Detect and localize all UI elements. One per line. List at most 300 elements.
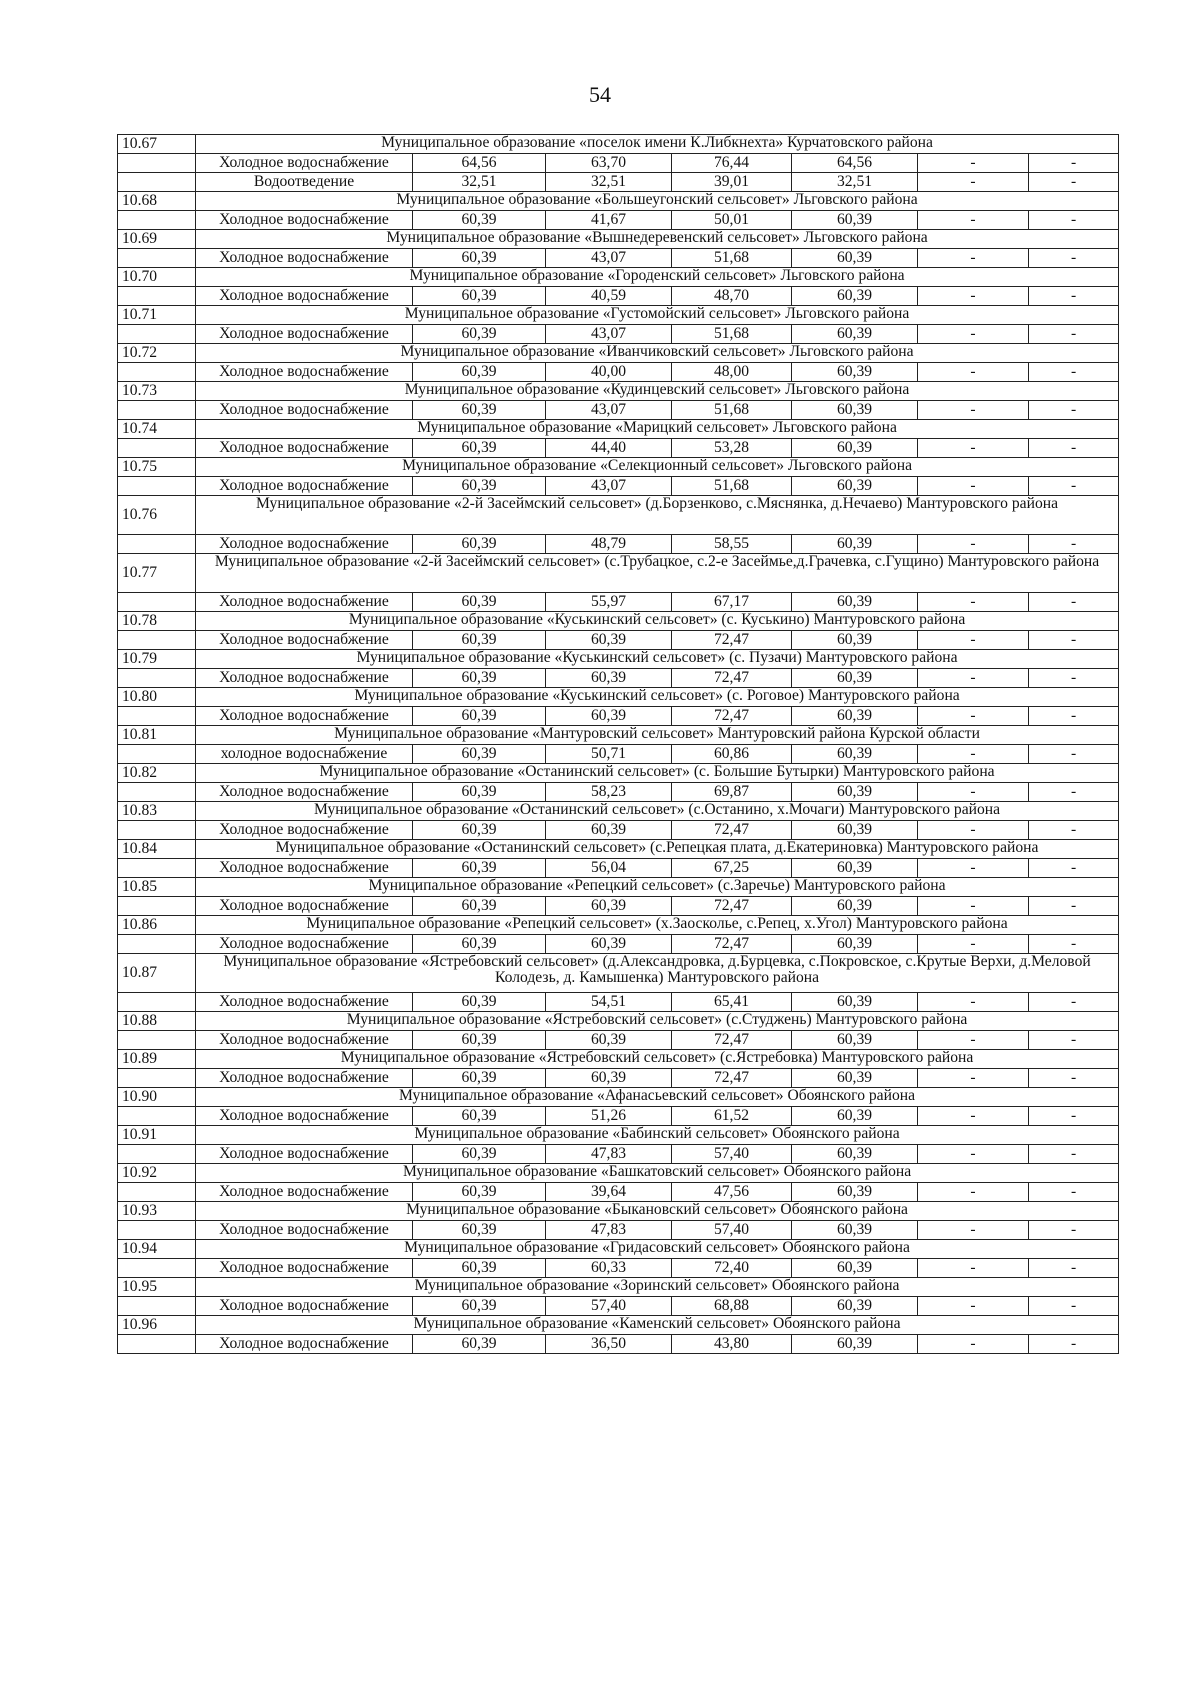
tariff-value: 60,39 (413, 249, 546, 268)
empty-cell (118, 1069, 196, 1088)
service-name: Холодное водоснабжение (196, 1069, 413, 1088)
tariff-row (118, 211, 1119, 230)
tariff-value: - (918, 1145, 1029, 1164)
tariff-value: - (1029, 935, 1119, 954)
service-name: Холодное водоснабжение (196, 1183, 413, 1202)
service-name: Холодное водоснабжение (196, 993, 413, 1012)
section-title: Муниципальное образование «2-й Засеймский сельсовет» (с.Трубацкое, с.2-е Засеймье,д.Грачевка, с.Гущино) Мантуровского района (196, 554, 1119, 593)
tariff-value: 60,39 (413, 287, 546, 306)
tariff-value: 54,51 (546, 993, 672, 1012)
section-number: 10.90 (118, 1088, 196, 1107)
tariff-value: 60,39 (546, 707, 672, 726)
tariff-value: - (918, 325, 1029, 344)
tariff-row (118, 439, 1119, 458)
section-header-row (118, 954, 1119, 993)
tariff-value: 60,39 (413, 669, 546, 688)
section-title: Муниципальное образование «Куськинский сельсовет» (с. Роговое) Мантуровского района (196, 688, 1119, 707)
service-name: Холодное водоснабжение (196, 287, 413, 306)
tariff-value: 63,70 (546, 154, 672, 173)
tariff-value: 57,40 (672, 1145, 792, 1164)
section-number: 10.85 (118, 878, 196, 897)
section-number: 10.79 (118, 650, 196, 669)
tariff-value: - (918, 745, 1029, 764)
tariff-value: 60,39 (792, 1031, 918, 1050)
section-title: Муниципальное образование «Иванчиковский сельсовет» Льговского района (196, 344, 1119, 363)
section-title: Муниципальное образование «Селекционный сельсовет» Льговского района (196, 458, 1119, 477)
empty-cell (118, 287, 196, 306)
tariff-value: - (1029, 1259, 1119, 1278)
service-name: Холодное водоснабжение (196, 631, 413, 650)
tariff-value: 60,39 (413, 745, 546, 764)
tariff-row (118, 1335, 1119, 1354)
tariff-value: - (918, 631, 1029, 650)
section-header-row (118, 344, 1119, 363)
tariff-value: 43,07 (546, 249, 672, 268)
tariff-value: - (1029, 1335, 1119, 1354)
tariff-value: - (918, 1031, 1029, 1050)
section-title: Муниципальное образование «Репецкий сельсовет» (х.Заосколье, с.Репец, х.Угол) Мантуровского района (196, 916, 1119, 935)
section-number: 10.82 (118, 764, 196, 783)
service-name: Холодное водоснабжение (196, 249, 413, 268)
tariff-value: - (918, 439, 1029, 458)
tariff-value: 60,39 (413, 821, 546, 840)
section-number: 10.83 (118, 802, 196, 821)
section-number: 10.84 (118, 840, 196, 859)
section-number: 10.77 (118, 554, 196, 593)
section-number: 10.93 (118, 1202, 196, 1221)
section-header-row (118, 1126, 1119, 1145)
section-number: 10.94 (118, 1240, 196, 1259)
tariff-value: - (918, 993, 1029, 1012)
section-header-row (118, 1050, 1119, 1069)
section-title: Муниципальное образование «Останинский сельсовет» (с. Большие Бутырки) Мантуровского района (196, 764, 1119, 783)
tariff-value: 68,88 (672, 1297, 792, 1316)
section-number: 10.89 (118, 1050, 196, 1069)
section-title: Муниципальное образование «Зоринский сельсовет» Обоянского района (196, 1278, 1119, 1297)
section-number: 10.72 (118, 344, 196, 363)
tariff-value: 58,55 (672, 535, 792, 554)
tariff-value: 60,39 (792, 363, 918, 382)
empty-cell (118, 669, 196, 688)
tariff-value: 72,47 (672, 897, 792, 916)
tariff-value: 60,39 (546, 821, 672, 840)
tariff-value: 72,47 (672, 669, 792, 688)
tariff-table (117, 134, 1119, 1354)
section-header-row (118, 306, 1119, 325)
service-name: Холодное водоснабжение (196, 477, 413, 496)
section-header-row (118, 496, 1119, 535)
section-title: Муниципальное образование «Вышнедеревенский сельсовет» Льговского района (196, 230, 1119, 249)
tariff-value: 72,47 (672, 821, 792, 840)
service-name: Холодное водоснабжение (196, 1221, 413, 1240)
tariff-value: 60,39 (792, 783, 918, 802)
tariff-value: 55,97 (546, 593, 672, 612)
tariff-value: 51,26 (546, 1107, 672, 1126)
section-header-row (118, 135, 1119, 154)
service-name: Холодное водоснабжение (196, 821, 413, 840)
tariff-value: - (1029, 211, 1119, 230)
section-title: Муниципальное образование «Бабинский сельсовет» Обоянского района (196, 1126, 1119, 1145)
empty-cell (118, 439, 196, 458)
tariff-value: 72,47 (672, 1069, 792, 1088)
tariff-row (118, 669, 1119, 688)
tariff-value: 58,23 (546, 783, 672, 802)
tariff-value: 60,39 (792, 211, 918, 230)
tariff-value: - (1029, 707, 1119, 726)
empty-cell (118, 859, 196, 878)
section-header-row (118, 382, 1119, 401)
tariff-value: 60,39 (413, 707, 546, 726)
tariff-value: 60,39 (413, 1297, 546, 1316)
tariff-value: 72,47 (672, 935, 792, 954)
tariff-value: - (1029, 325, 1119, 344)
tariff-value: 39,01 (672, 173, 792, 192)
empty-cell (118, 173, 196, 192)
section-number: 10.76 (118, 496, 196, 535)
tariff-value: - (918, 1107, 1029, 1126)
tariff-value: - (1029, 631, 1119, 650)
tariff-value: - (918, 363, 1029, 382)
section-number: 10.81 (118, 726, 196, 745)
section-header-row (118, 1088, 1119, 1107)
tariff-row (118, 993, 1119, 1012)
section-number: 10.69 (118, 230, 196, 249)
tariff-value: 64,56 (413, 154, 546, 173)
tariff-value: - (918, 1069, 1029, 1088)
tariff-value: 60,39 (792, 1107, 918, 1126)
tariff-value: 60,39 (792, 1069, 918, 1088)
tariff-value: - (1029, 249, 1119, 268)
tariff-value: 44,40 (546, 439, 672, 458)
service-name: Холодное водоснабжение (196, 439, 413, 458)
empty-cell (118, 1183, 196, 1202)
tariff-value: 60,39 (413, 1259, 546, 1278)
section-title: Муниципальное образование «Афанасьевский сельсовет» Обоянского района (196, 1088, 1119, 1107)
tariff-value: 60,39 (792, 935, 918, 954)
section-header-row (118, 688, 1119, 707)
tariff-value: - (918, 859, 1029, 878)
tariff-value: - (918, 401, 1029, 420)
service-name: Холодное водоснабжение (196, 859, 413, 878)
tariff-value: 60,39 (792, 707, 918, 726)
tariff-value: 60,39 (792, 535, 918, 554)
section-header-row (118, 916, 1119, 935)
tariff-value: 60,39 (792, 1297, 918, 1316)
tariff-row (118, 783, 1119, 802)
tariff-value: 60,39 (413, 1145, 546, 1164)
tariff-value: 61,52 (672, 1107, 792, 1126)
tariff-value: 50,01 (672, 211, 792, 230)
tariff-value: 60,39 (413, 1221, 546, 1240)
tariff-value: - (918, 1335, 1029, 1354)
tariff-row (118, 325, 1119, 344)
tariff-value: 51,68 (672, 477, 792, 496)
section-title: Муниципальное образование «Башкатовский сельсовет» Обоянского района (196, 1164, 1119, 1183)
section-header-row (118, 192, 1119, 211)
service-name: Холодное водоснабжение (196, 1335, 413, 1354)
tariff-value: 60,39 (413, 439, 546, 458)
tariff-value: 40,59 (546, 287, 672, 306)
tariff-value: 56,04 (546, 859, 672, 878)
empty-cell (118, 249, 196, 268)
section-number: 10.74 (118, 420, 196, 439)
tariff-value: 60,39 (792, 631, 918, 650)
tariff-value: 60,39 (792, 593, 918, 612)
tariff-value: 43,07 (546, 477, 672, 496)
tariff-value: 72,40 (672, 1259, 792, 1278)
tariff-value: 65,41 (672, 993, 792, 1012)
section-header-row (118, 802, 1119, 821)
section-header-row (118, 1202, 1119, 1221)
tariff-value: 32,51 (413, 173, 546, 192)
tariff-value: 60,39 (792, 897, 918, 916)
tariff-value: - (918, 1297, 1029, 1316)
tariff-row (118, 1145, 1119, 1164)
tariff-value: 36,50 (546, 1335, 672, 1354)
section-header-row (118, 1164, 1119, 1183)
tariff-value: 69,87 (672, 783, 792, 802)
tariff-value: 60,39 (546, 935, 672, 954)
section-header-row (118, 268, 1119, 287)
tariff-row (118, 249, 1119, 268)
tariff-value: - (1029, 593, 1119, 612)
empty-cell (118, 707, 196, 726)
tariff-value: 60,39 (792, 325, 918, 344)
empty-cell (118, 1297, 196, 1316)
tariff-value: - (1029, 173, 1119, 192)
tariff-value: 32,51 (792, 173, 918, 192)
section-number: 10.96 (118, 1316, 196, 1335)
tariff-row (118, 859, 1119, 878)
tariff-value: 39,64 (546, 1183, 672, 1202)
section-number: 10.70 (118, 268, 196, 287)
tariff-row (118, 1183, 1119, 1202)
tariff-value: - (1029, 287, 1119, 306)
tariff-value: - (1029, 363, 1119, 382)
tariff-value: 60,39 (792, 439, 918, 458)
section-header-row (118, 1278, 1119, 1297)
section-header-row (118, 1316, 1119, 1335)
empty-cell (118, 593, 196, 612)
service-name: холодное водоснабжение (196, 745, 413, 764)
tariff-value: 48,70 (672, 287, 792, 306)
tariff-row (118, 287, 1119, 306)
tariff-value: - (918, 1259, 1029, 1278)
tariff-value: - (1029, 401, 1119, 420)
tariff-value: 60,39 (546, 1031, 672, 1050)
section-title: Муниципальное образование «Городенский сельсовет» Льговского района (196, 268, 1119, 287)
service-name: Холодное водоснабжение (196, 935, 413, 954)
tariff-value: - (1029, 439, 1119, 458)
tariff-value: 60,33 (546, 1259, 672, 1278)
tariff-value: - (918, 897, 1029, 916)
tariff-value: 53,28 (672, 439, 792, 458)
tariff-value: 51,68 (672, 249, 792, 268)
tariff-value: 60,39 (413, 859, 546, 878)
section-header-row (118, 420, 1119, 439)
tariff-value: 60,39 (792, 287, 918, 306)
section-number: 10.92 (118, 1164, 196, 1183)
tariff-row (118, 935, 1119, 954)
tariff-value: - (918, 154, 1029, 173)
section-header-row (118, 1012, 1119, 1031)
tariff-value: - (1029, 1107, 1119, 1126)
tariff-value: - (1029, 993, 1119, 1012)
tariff-value: 60,39 (792, 669, 918, 688)
empty-cell (118, 745, 196, 764)
tariff-row (118, 1259, 1119, 1278)
section-title: Муниципальное образование «поселок имени К.Либкнехта» Курчатовского района (196, 135, 1119, 154)
empty-cell (118, 1259, 196, 1278)
tariff-row (118, 1069, 1119, 1088)
tariff-value: 60,39 (792, 1259, 918, 1278)
empty-cell (118, 401, 196, 420)
tariff-value: 72,47 (672, 1031, 792, 1050)
empty-cell (118, 477, 196, 496)
empty-cell (118, 821, 196, 840)
tariff-value: 60,39 (413, 1031, 546, 1050)
tariff-value: - (918, 821, 1029, 840)
section-title: Муниципальное образование «Ястребовский сельсовет» (с.Ястребовка) Мантуровского района (196, 1050, 1119, 1069)
tariff-value: - (918, 173, 1029, 192)
section-header-row (118, 612, 1119, 631)
section-number: 10.71 (118, 306, 196, 325)
tariff-value: - (1029, 1297, 1119, 1316)
service-name: Холодное водоснабжение (196, 783, 413, 802)
section-number: 10.86 (118, 916, 196, 935)
empty-cell (118, 1031, 196, 1050)
tariff-value: 67,25 (672, 859, 792, 878)
tariff-value: 60,39 (546, 1069, 672, 1088)
section-number: 10.95 (118, 1278, 196, 1297)
tariff-value: 41,67 (546, 211, 672, 230)
empty-cell (118, 325, 196, 344)
tariff-value: 32,51 (546, 173, 672, 192)
section-header-row (118, 840, 1119, 859)
tariff-value: 60,39 (792, 477, 918, 496)
tariff-value: 60,39 (546, 897, 672, 916)
section-header-row (118, 230, 1119, 249)
section-header-row (118, 650, 1119, 669)
tariff-value: - (918, 535, 1029, 554)
section-title: Муниципальное образование «Быкановский сельсовет» Обоянского района (196, 1202, 1119, 1221)
empty-cell (118, 535, 196, 554)
service-name: Холодное водоснабжение (196, 707, 413, 726)
tariff-value: - (1029, 535, 1119, 554)
tariff-value: 50,71 (546, 745, 672, 764)
tariff-row (118, 363, 1119, 382)
empty-cell (118, 1107, 196, 1126)
service-name: Холодное водоснабжение (196, 1145, 413, 1164)
tariff-value: 48,00 (672, 363, 792, 382)
tariff-value: 60,39 (413, 401, 546, 420)
empty-cell (118, 1221, 196, 1240)
tariff-value: 60,39 (413, 535, 546, 554)
tariff-value: 60,39 (792, 993, 918, 1012)
section-title: Муниципальное образование «Гридасовский сельсовет» Обоянского района (196, 1240, 1119, 1259)
empty-cell (118, 935, 196, 954)
section-number: 10.75 (118, 458, 196, 477)
service-name: Холодное водоснабжение (196, 897, 413, 916)
tariff-value: 72,47 (672, 707, 792, 726)
section-title: Муниципальное образование «Мантуровский сельсовет» Мантуровский района Курской области (196, 726, 1119, 745)
tariff-value: 60,39 (792, 821, 918, 840)
tariff-value: 60,39 (413, 631, 546, 650)
tariff-value: 60,39 (413, 1183, 546, 1202)
page-number: 54 (589, 82, 611, 107)
tariff-value: - (918, 287, 1029, 306)
tariff-value: 67,17 (672, 593, 792, 612)
tariff-row (118, 1107, 1119, 1126)
tariff-row (118, 1221, 1119, 1240)
tariff-value: 60,39 (413, 1069, 546, 1088)
tariff-value: - (918, 783, 1029, 802)
section-header-row (118, 1240, 1119, 1259)
tariff-row (118, 477, 1119, 496)
section-number: 10.80 (118, 688, 196, 707)
tariff-row (118, 1031, 1119, 1050)
service-name: Холодное водоснабжение (196, 1297, 413, 1316)
section-header-row (118, 764, 1119, 783)
tariff-value: - (918, 211, 1029, 230)
empty-cell (118, 1145, 196, 1164)
tariff-value: - (1029, 1221, 1119, 1240)
tariff-value: 60,39 (792, 1145, 918, 1164)
service-name: Холодное водоснабжение (196, 1031, 413, 1050)
section-number: 10.73 (118, 382, 196, 401)
tariff-value: 47,83 (546, 1145, 672, 1164)
empty-cell (118, 154, 196, 173)
tariff-row (118, 745, 1119, 764)
tariff-value: - (1029, 1145, 1119, 1164)
section-title: Муниципальное образование «Останинский сельсовет» (с.Репецкая плата, д.Екатериновка) Мантуровского района (196, 840, 1119, 859)
tariff-value: - (1029, 669, 1119, 688)
empty-cell (118, 783, 196, 802)
tariff-value: 60,39 (792, 1221, 918, 1240)
tariff-value: 60,39 (413, 993, 546, 1012)
tariff-value: 51,68 (672, 401, 792, 420)
tariff-value: - (1029, 1183, 1119, 1202)
tariff-value: 47,56 (672, 1183, 792, 1202)
tariff-value: 51,68 (672, 325, 792, 344)
section-number: 10.88 (118, 1012, 196, 1031)
tariff-row (118, 535, 1119, 554)
tariff-value: 60,39 (792, 249, 918, 268)
section-header-row (118, 458, 1119, 477)
tariff-row (118, 631, 1119, 650)
section-title: Муниципальное образование «Кудинцевский сельсовет» Льговского района (196, 382, 1119, 401)
tariff-value: - (918, 707, 1029, 726)
section-number: 10.68 (118, 192, 196, 211)
tariff-value: - (1029, 783, 1119, 802)
tariff-value: 43,80 (672, 1335, 792, 1354)
service-name: Холодное водоснабжение (196, 593, 413, 612)
tariff-value: 60,39 (413, 477, 546, 496)
section-title: Муниципальное образование «Большеугонский сельсовет» Льговского района (196, 192, 1119, 211)
tariff-value: - (1029, 745, 1119, 764)
tariff-value: 48,79 (546, 535, 672, 554)
tariff-value: - (918, 1221, 1029, 1240)
tariff-value: - (1029, 859, 1119, 878)
empty-cell (118, 211, 196, 230)
tariff-value: 60,39 (413, 783, 546, 802)
tariff-row (118, 897, 1119, 916)
tariff-value: - (918, 249, 1029, 268)
service-name: Холодное водоснабжение (196, 363, 413, 382)
section-number: 10.91 (118, 1126, 196, 1145)
section-title: Муниципальное образование «Куськинский сельсовет» (с. Пузачи) Мантуровского района (196, 650, 1119, 669)
tariff-value: 60,39 (413, 935, 546, 954)
